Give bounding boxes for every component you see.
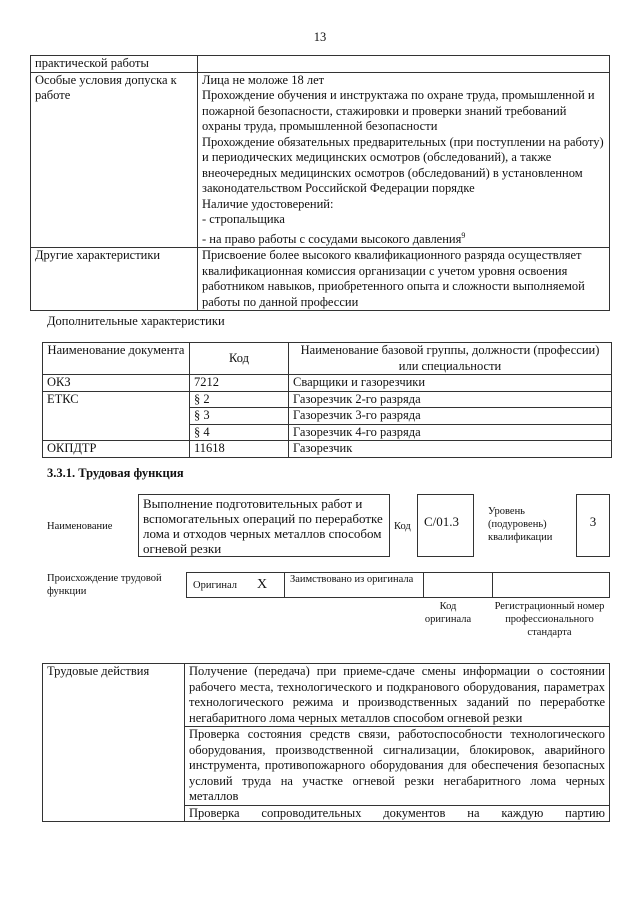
cell: § 3 xyxy=(190,408,289,425)
cell-label: Особые условия допуска к работе xyxy=(31,72,198,248)
borrowed-label: Заимствовано из оригинала xyxy=(290,574,414,585)
cell: ЕТКС xyxy=(43,391,190,441)
header-cell: Код xyxy=(190,343,289,375)
cell-label: Другие характеристики xyxy=(31,248,198,311)
cell: § 4 xyxy=(190,424,289,441)
text-line: Прохождение обязательных предварительных (при поступлении на работу) и периодических медицинских осмотров (обследований), а также внеочередных медицинских осмотров (обследований) в установленном законодательством Российской Федерации порядке xyxy=(202,134,604,195)
level-box: 3 xyxy=(576,494,610,557)
cell: 11618 xyxy=(190,441,289,458)
cell-value: Проверка состояния средств связи, работоспособности технологического оборудования, производственной сигнализации, блокировок, аварийного инструмента, противопожарного оборудования для обеспечения безопасных условий труда на участке огневой резки негабаритного лома черных металлов xyxy=(185,727,610,806)
table-row xyxy=(31,56,610,73)
header-cell: Наименование базовой группы, должности (профессии) или специальности xyxy=(289,343,612,375)
text-line: Наличие удостоверений: xyxy=(202,196,334,211)
qualification-table xyxy=(30,55,610,311)
header-cell: Наименование документа xyxy=(43,343,190,375)
table-row xyxy=(43,391,612,408)
cell: § 2 xyxy=(190,391,289,408)
footnote-ref[interactable]: 9 xyxy=(461,230,466,240)
origin-box xyxy=(186,572,610,598)
name-label: Наименование xyxy=(47,521,113,532)
function-name-box: Выполнение подготовительных работ и вспомогательных операций по переработке лома и отходов черных металлов способом огневой резки xyxy=(138,494,390,557)
level-label: Уровень (подуровень) квалификации xyxy=(488,506,553,543)
text-line: Лица не моложе 18 лет xyxy=(202,72,325,87)
code-label: Код xyxy=(394,521,411,532)
origin-label: Происхождение трудовой функции xyxy=(47,573,162,597)
original-mark: X xyxy=(257,577,268,592)
registration-number-caption: Регистрационный номер профессионального стандарта xyxy=(494,601,605,638)
cell-value xyxy=(198,72,610,248)
table-row xyxy=(43,375,612,392)
cell: ОКПДТР xyxy=(43,441,190,458)
page-number: 13 xyxy=(313,30,327,44)
text-line: Прохождение обучения и инструктажа по охране труда, промышленной и пожарной безопасности, стажировки и проверки знаний требований охраны труда, промышленной безопасности xyxy=(202,88,595,133)
text-line: - стропальщика xyxy=(202,212,285,226)
table-row xyxy=(43,664,610,727)
cell: Газорезчик 4-го разряда xyxy=(289,424,612,441)
header-row xyxy=(43,343,612,375)
cell: Газорезчик xyxy=(289,441,612,458)
cell: Газорезчик 3-го разряда xyxy=(289,408,612,425)
cell: Газорезчик 2-го разряда xyxy=(289,391,612,408)
table-row xyxy=(31,248,610,311)
cell: 7212 xyxy=(190,375,289,392)
additional-table xyxy=(42,342,612,458)
cell: Сварщики и газорезчики xyxy=(289,375,612,392)
labor-actions-table xyxy=(42,663,610,822)
cell-label: практической работы xyxy=(31,56,198,73)
function-code-box: C/01.3 xyxy=(417,494,474,557)
cell-value: Присвоение более высокого квалификационного разряда осуществляет квалификационная комиссия организации с учетом уровня освоения работником навыков, приобретенного опыта и сложности выполняемой работы по данной профессии xyxy=(198,248,610,311)
text-line xyxy=(202,228,605,248)
text: - на право работы с сосудами высокого давления xyxy=(202,231,462,246)
section-subtitle: Дополнительные характеристики xyxy=(47,314,225,328)
table-row xyxy=(43,441,612,458)
cell-label: Трудовые действия xyxy=(43,664,185,822)
original-code-caption: Код оригинала xyxy=(424,601,472,625)
cell-value: Проверка сопроводительных документов на каждую партию xyxy=(185,805,610,822)
cell-value: Получение (передача) при приеме-сдаче смены информации о состоянии рабочего места, технологического и подкранового оборудования, параметрах технологического режима и производственных заданий по переработке негабаритного лома черных металлов способом огневой резки xyxy=(185,664,610,727)
table-row xyxy=(31,72,610,248)
cell: ОКЗ xyxy=(43,375,190,392)
section-heading: 3.3.1. Трудовая функция xyxy=(47,466,184,480)
original-label: Оригинал xyxy=(193,580,237,591)
